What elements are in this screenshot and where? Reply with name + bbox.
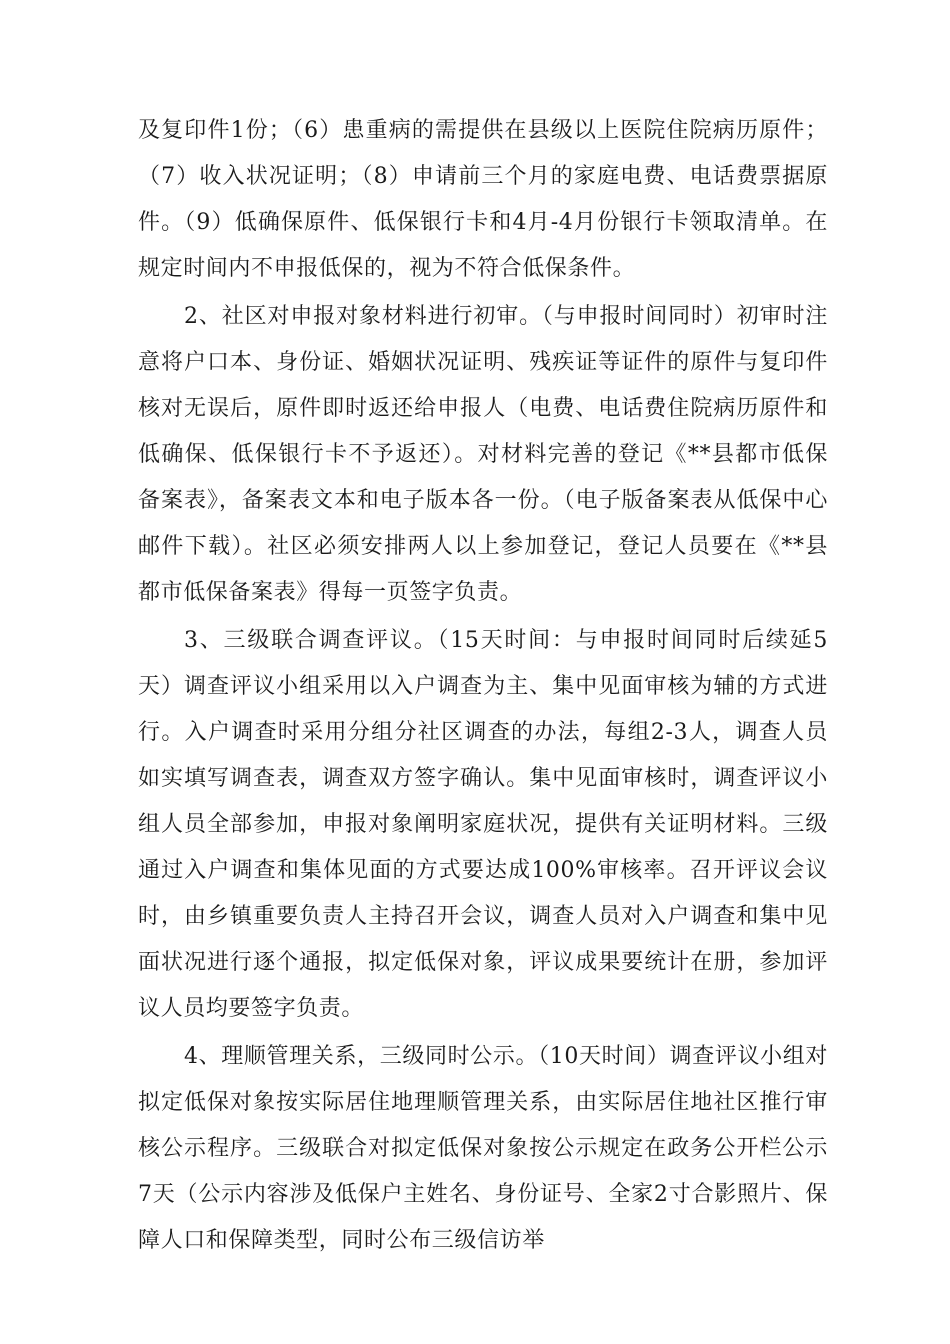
paragraph-3-joint-investigation: 3、三级联合调查评议。（15天时间：与申报时间同时后续延5天）调查评议小组采用以入户调查为主、集中见面审核为辅的方式进行。入户调查时采用分组分社区调查的办法，每组2-3人，调查人员如实填写调查表，调查双方签字确认。集中见面审核时，调查评议小组人员全部参加，申报对象阐明家庭状况，提供有关证明材料。三级通过入户调查和集体见面的方式要达成100%审核率。召开评议会议时，由乡镇重要负责人主持召开会议，调查人员对入户调查和集中见面状况进行逐个通报，拟定低保对象，评议成果要统计在册，参加评议人员均要签字负责。 xyxy=(138,628,828,1021)
paragraph-4-management-publicity: 4、理顺管理关系，三级同时公示。（10天时间）调查评议小组对拟定低保对象按实际居住地理顺管理关系，由实际居住地社区推行审核公示程序。三级联合对拟定低保对象按公示规定在政务公开栏公示7天（公示内容涉及低保户主姓名、身份证号、全家2寸合影照片、保障人口和保障类型，同时公布三级信访举 xyxy=(138,1044,828,1253)
paragraph-2-initial-review: 2、社区对申报对象材料进行初审。（与申报时间同时）初审时注意将户口本、身份证、婚姻状况证明、残疾证等证件的原件与复印件核对无误后，原件即时返还给申报人（电费、电话费住院病历原件和低确保、低保银行卡不予返还）。对材料完善的登记《**县都市低保备案表》，备案表文本和电子版本各一份。（电子版备案表从低保中心邮件下载）。社区必须安排两人以上参加登记，登记人员要在《**县都市低保备案表》得每一页签字负责。 xyxy=(138,304,828,605)
paragraph-continuation: 及复印件1份；（6）患重病的需提供在县级以上医院住院病历原件；（7）收入状况证明；（8）申请前三个月的家庭电费、电话费票据原件。（9）低确保原件、低保银行卡和4月-4月份银行卡领取清单。在规定时间内不申报低保的，视为不符合低保条件。 xyxy=(138,118,828,281)
document-body xyxy=(138,108,828,1266)
